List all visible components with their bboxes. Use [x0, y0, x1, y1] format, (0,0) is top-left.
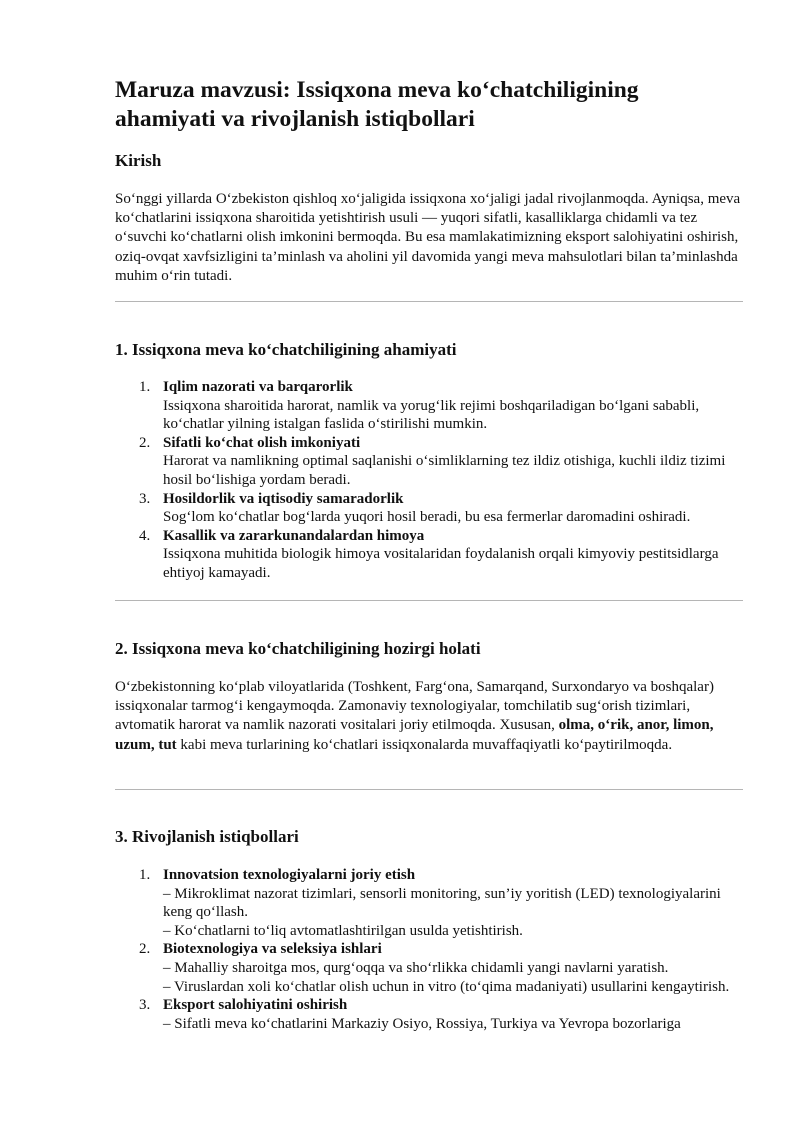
item-number: 2.: [139, 434, 151, 451]
section2-text: O‘zbekistonning ko‘plab viloyatlarida (Toshkent, Farg‘ona, Samarqand, Surxondaryo va boshqalar) issiqxonalar tarmog‘i kengaymoqda. Zamonaviy texnologiyalar, tomchilatib sug‘orish tizimlari, avtomatik harorat va namlik nazorati vositalari joriy etilmoqda. Xususan,: [115, 679, 714, 734]
document-title: Maruza mavzusi: Issiqxona meva ko‘chatchiligining ahamiyati va rivojlanish istiqbollari: [115, 77, 639, 132]
section2-fruits-bold: olma, o‘rik, anor, limon, uzum, tut: [115, 717, 714, 753]
intro-heading: Kirish: [115, 151, 162, 170]
list-item: [115, 996, 743, 1033]
list-item: [115, 490, 743, 527]
section1-list: [115, 378, 743, 583]
list-item: [115, 378, 743, 434]
item-number: 4.: [139, 527, 151, 544]
item-title: Kasallik va zararkunandalardan himoya: [163, 527, 425, 544]
item-title: Iqlim nazorati va barqarorlik: [163, 379, 353, 395]
section1-heading: 1. Issiqxona meva ko‘chatchiligining ahamiyati: [115, 340, 457, 359]
item-text: Sog‘lom ko‘chatlar bog‘larda yuqori hosil beradi, bu esa fermerlar daromadini oshiradi.: [163, 509, 691, 526]
item-title: Biotexnologiya va seleksiya ishlari: [163, 941, 382, 958]
section3-list: [115, 866, 743, 1033]
item-text: – Mahalliy sharoitga mos, qurg‘oqqa va sho‘rlikka chidamli yangi navlarni yaratish.: [163, 959, 669, 976]
item-text: – Ko‘chatlarni to‘liq avtomatlashtirilgan usulda yetishtirish.: [163, 922, 523, 939]
item-number: 1.: [139, 867, 151, 883]
list-item: [115, 527, 743, 583]
section2-paragraph: [115, 678, 743, 755]
divider: [115, 301, 743, 302]
item-title: Hosildorlik va iqtisodiy samaradorlik: [163, 490, 404, 507]
divider: [115, 789, 743, 790]
item-title: Innovatsion texnologiyalarni joriy etish: [163, 867, 416, 883]
list-item: [115, 940, 743, 996]
item-text: – Sifatli meva ko‘chatlarini Markaziy Osiyo, Rossiya, Turkiya va Yevropa bozorlariga: [163, 1015, 681, 1032]
intro-paragraph: So‘nggi yillarda O‘zbekiston qishloq xo‘jaligida issiqxona xo‘jaligi jadal rivojlanmoqda. Ayniqsa, meva ko‘chatlarini issiqxona sharoitida yetishtirish usuli — yuqori sifatli, kasalliklarga chidamli va tez o‘suvchi ko‘chatlarni olish imkonini bermoqda. Bu esa mamlakatimizning eksport salohiyatini oshirish, oziq-ovqat xavfsizligini ta’minlash va aholini yil davomida yangi meva mahsulotlari bilan ta’minlashda muhim o‘rin tutadi.: [115, 191, 741, 284]
list-item: [115, 434, 743, 490]
item-number: 3.: [139, 997, 151, 1014]
divider: [115, 600, 743, 601]
item-text: – Mikroklimat nazorat tizimlari, sensorli monitoring, sun’iy yoritish (LED) texnologiyalarini keng qo‘llash.: [163, 885, 721, 921]
item-number: 3.: [139, 490, 151, 507]
item-text: – Viruslardan xoli ko‘chatlar olish uchun in vitro (to‘qima madaniyati) usullarini kengaytirish.: [163, 978, 730, 995]
list-item: [115, 866, 743, 940]
item-number: 2.: [139, 941, 151, 958]
item-title: Sifatli ko‘chat olish imkoniyati: [163, 434, 361, 451]
item-title: Eksport salohiyatini oshirish: [163, 997, 348, 1014]
item-text: Harorat va namlikning optimal saqlanishi o‘simliklarning tez ildiz otishiga, kuchli ildiz tizimi hosil bo‘lishiga yordam beradi.: [163, 453, 726, 488]
section2-heading: 2. Issiqxona meva ko‘chatchiligining hozirgi holati: [115, 639, 481, 658]
item-number: 1.: [139, 379, 151, 395]
section2-text-end: kabi meva turlarining ko‘chatlari issiqxonalarda muvaffaqiyatli ko‘paytirilmoqda.: [176, 736, 673, 753]
item-text: Issiqxona muhitida biologik himoya vositalaridan foydalanish orqali kimyoviy pestitsidlarga ehtiyoj kamayadi.: [163, 546, 719, 581]
section3-heading: 3. Rivojlanish istiqbollari: [115, 827, 299, 846]
item-text: Issiqxona sharoitida harorat, namlik va yorug‘lik rejimi boshqariladigan bo‘lgani sababli, ko‘chatlar yilning istalgan faslida o‘stirilishi mumkin.: [163, 397, 700, 433]
